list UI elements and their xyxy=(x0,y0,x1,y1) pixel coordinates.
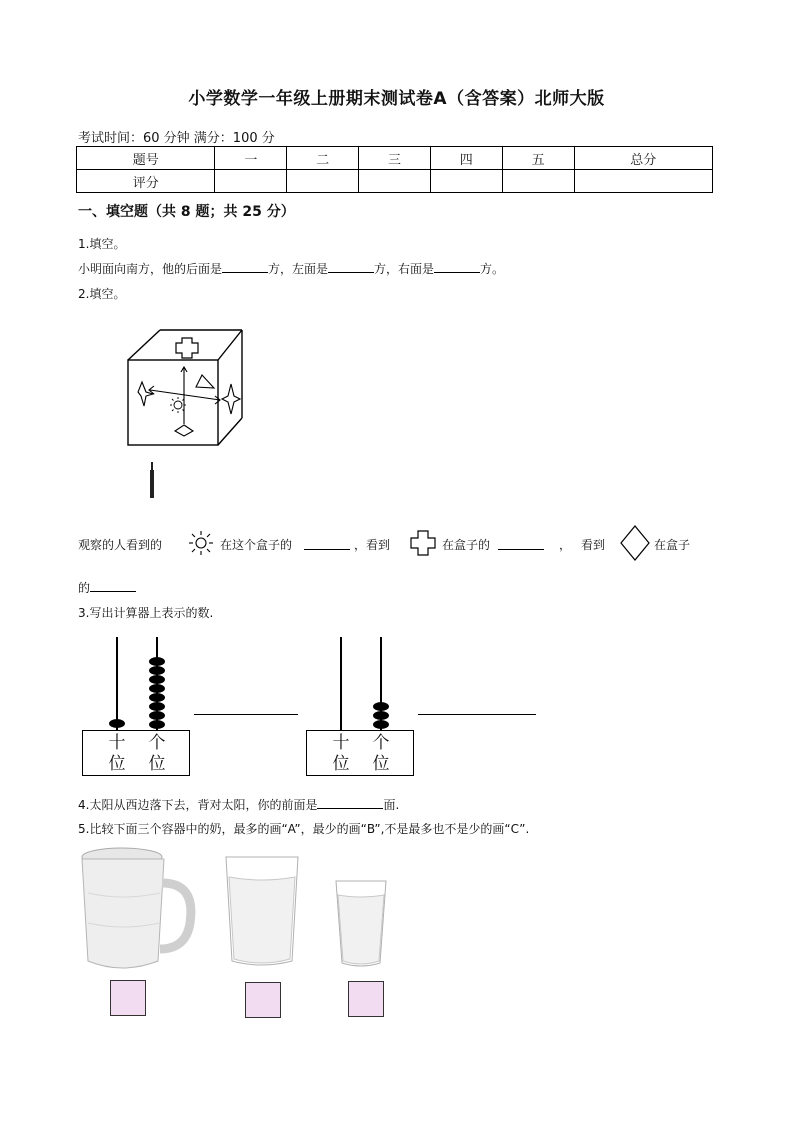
abacus-1-base xyxy=(82,730,190,776)
cube-top-cross-icon xyxy=(176,338,198,358)
q2-text-5: ， xyxy=(559,538,572,552)
q2-text-4: 在盒子的 xyxy=(442,538,491,552)
q1-part4: 方。 xyxy=(480,262,505,276)
answer-box-small-glass[interactable] xyxy=(348,981,384,1017)
abacus-1 xyxy=(80,637,300,779)
abacus-1-answer-line[interactable] xyxy=(194,714,298,715)
q2-text-8: 的 xyxy=(78,581,91,595)
q1-part2: 方，左面是 xyxy=(268,262,329,276)
q1-part1: 小明面向南方，他的后面是 xyxy=(78,262,223,276)
q4-blank[interactable] xyxy=(317,796,383,809)
diamond-icon xyxy=(620,525,650,561)
abacus-2-tens-label: 十位 xyxy=(332,733,350,774)
cross-icon xyxy=(409,529,437,557)
abacus-2-base xyxy=(306,730,414,776)
q1-blank-3[interactable] xyxy=(434,260,480,273)
score-cell[interactable] xyxy=(287,170,359,193)
cube-outline xyxy=(128,330,242,445)
q2-observe-line xyxy=(78,527,718,559)
q2-text-3: ，看到 xyxy=(354,538,391,552)
q4-text xyxy=(78,796,399,813)
arrow-icons xyxy=(149,367,220,424)
score-table-header-row xyxy=(77,147,713,170)
score-cell[interactable] xyxy=(574,170,713,193)
glass-icon xyxy=(226,857,298,965)
score-table-header: 总分 xyxy=(574,147,713,170)
abacus-2-answer-line[interactable] xyxy=(418,714,536,715)
cube-figure xyxy=(120,320,260,505)
score-row-label: 评分 xyxy=(77,170,215,193)
observer-figure xyxy=(150,462,154,498)
abacus-2-ones-label: 个位 xyxy=(372,733,390,774)
abacus-bead xyxy=(149,693,165,702)
score-table-header: 五 xyxy=(502,147,574,170)
q2-tail xyxy=(78,579,136,596)
score-table-header: 三 xyxy=(359,147,431,170)
abacus-bead xyxy=(149,711,165,720)
score-table xyxy=(76,146,713,193)
q1-blank-2[interactable] xyxy=(328,260,374,273)
score-table-header: 四 xyxy=(430,147,502,170)
abacus-bead xyxy=(373,702,389,711)
q1-part3: 方，右面是 xyxy=(374,262,435,276)
page-title: 小学数学一年级上册期末测试卷A（含答案）北师大版 xyxy=(188,89,605,109)
q2-blank-2[interactable] xyxy=(498,537,544,550)
containers-image xyxy=(78,843,396,1023)
abacus-bead xyxy=(149,720,165,729)
score-table-header: 二 xyxy=(287,147,359,170)
q4-part2: 面. xyxy=(383,798,400,812)
cube-right-star-icon xyxy=(222,384,240,414)
section-heading: 一、填空题（共 8 题；共 25 分） xyxy=(78,204,295,220)
abacus-2-tens-rod xyxy=(340,637,342,731)
score-cell[interactable] xyxy=(359,170,431,193)
q1-text xyxy=(78,260,504,277)
abacus-1-tens-rod xyxy=(116,637,118,731)
abacus-bead xyxy=(149,666,165,675)
answer-box-glass[interactable] xyxy=(245,982,281,1018)
q3-label: 3.写出计算器上表示的数. xyxy=(78,606,214,620)
score-table-header: 题号 xyxy=(77,147,215,170)
q2-text-6: 看到 xyxy=(581,538,606,552)
score-table-header: 一 xyxy=(215,147,287,170)
abacus-1-tens-label: 十位 xyxy=(108,733,126,774)
q5-text: 5.比较下面三个容器中的奶，最多的画“A”，最少的画“B”,不是最多也不是少的画“C”. xyxy=(78,822,530,836)
cube-left-star-icon xyxy=(138,382,153,406)
sun-icon xyxy=(186,529,216,557)
q2-text-1: 观察的人看到的 xyxy=(78,538,163,552)
abacus-bead xyxy=(149,684,165,693)
q1-label: 1.填空。 xyxy=(78,237,126,251)
abacus-bead xyxy=(149,675,165,684)
q1-blank-1[interactable] xyxy=(222,260,268,273)
abacus-bead xyxy=(373,711,389,720)
score-cell[interactable] xyxy=(430,170,502,193)
exam-meta: 考试时间：60 分钟 满分：100 分 xyxy=(78,131,275,146)
cube-triangle-icon xyxy=(196,375,214,388)
abacus-2 xyxy=(304,637,544,779)
abacus-bead xyxy=(149,657,165,666)
score-cell[interactable] xyxy=(215,170,287,193)
q2-text-2: 在这个盒子的 xyxy=(220,538,293,552)
score-cell[interactable] xyxy=(502,170,574,193)
q2-blank-1[interactable] xyxy=(304,537,350,550)
abacus-bead xyxy=(149,702,165,711)
abacus-bead xyxy=(109,719,125,728)
q2-blank-3[interactable] xyxy=(90,579,136,592)
mug-icon xyxy=(82,848,191,968)
q2-text-7: 在盒子 xyxy=(654,538,691,552)
cube-bottom-diamond-icon xyxy=(175,425,193,436)
abacus-bead xyxy=(373,720,389,729)
answer-box-mug[interactable] xyxy=(110,980,146,1016)
q4-part1: 4.太阳从西边落下去，背对太阳，你的前面是 xyxy=(78,798,318,812)
abacus-1-ones-label: 个位 xyxy=(148,733,166,774)
q2-label: 2.填空。 xyxy=(78,287,126,301)
score-table-row xyxy=(77,170,713,193)
small-glass-icon xyxy=(336,881,386,966)
